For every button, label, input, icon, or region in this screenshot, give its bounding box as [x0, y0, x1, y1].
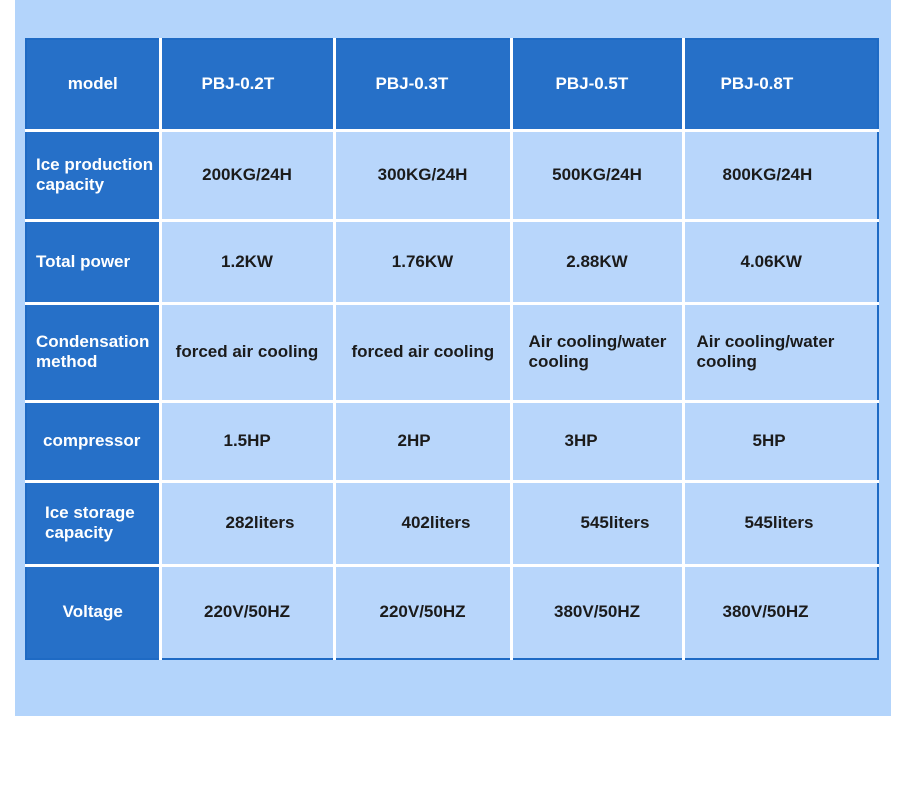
model-header-cell: PBJ-0.2T — [160, 39, 334, 130]
row-label: compressor — [26, 401, 160, 481]
table-cell: 800KG/24H — [683, 130, 878, 220]
row-label: Voltage — [26, 565, 160, 659]
table-row — [26, 130, 878, 220]
table-cell: Air cooling/water cooling — [511, 303, 683, 401]
table-cell: 545liters — [683, 481, 878, 565]
model-header-cell: PBJ-0.5T — [511, 39, 683, 130]
model-header-label: model — [26, 39, 160, 130]
table-cell: 300KG/24H — [334, 130, 511, 220]
row-label: Condensation method — [26, 303, 160, 401]
row-label: Total power — [26, 220, 160, 303]
table-row — [26, 481, 878, 565]
table-row — [26, 401, 878, 481]
table-cell: 380V/50HZ — [511, 565, 683, 659]
row-label: Ice production capacity — [26, 130, 160, 220]
table-cell: 3HP — [511, 401, 683, 481]
table-row — [26, 565, 878, 659]
table-cell: 5HP — [683, 401, 878, 481]
table-cell: 1.5HP — [160, 401, 334, 481]
table-cell: forced air cooling — [160, 303, 334, 401]
table-row — [26, 303, 878, 401]
model-header-cell: PBJ-0.8T — [683, 39, 878, 130]
table-cell: Air cooling/water cooling — [683, 303, 878, 401]
table-cell: 545liters — [511, 481, 683, 565]
table-cell: 2.88KW — [511, 220, 683, 303]
spec-table — [25, 38, 879, 660]
table-cell: 4.06KW — [683, 220, 878, 303]
table-cell: 2HP — [334, 401, 511, 481]
table-cell: 380V/50HZ — [683, 565, 878, 659]
table-cell: forced air cooling — [334, 303, 511, 401]
table-row — [26, 220, 878, 303]
table-cell: 282liters — [160, 481, 334, 565]
table-cell: 500KG/24H — [511, 130, 683, 220]
table-cell: 1.76KW — [334, 220, 511, 303]
row-label: Ice storage capacity — [26, 481, 160, 565]
model-header-cell: PBJ-0.3T — [334, 39, 511, 130]
table-cell: 402liters — [334, 481, 511, 565]
table-cell: 220V/50HZ — [334, 565, 511, 659]
table-cell: 220V/50HZ — [160, 565, 334, 659]
header-row — [26, 39, 878, 130]
table-cell: 200KG/24H — [160, 130, 334, 220]
table-cell: 1.2KW — [160, 220, 334, 303]
